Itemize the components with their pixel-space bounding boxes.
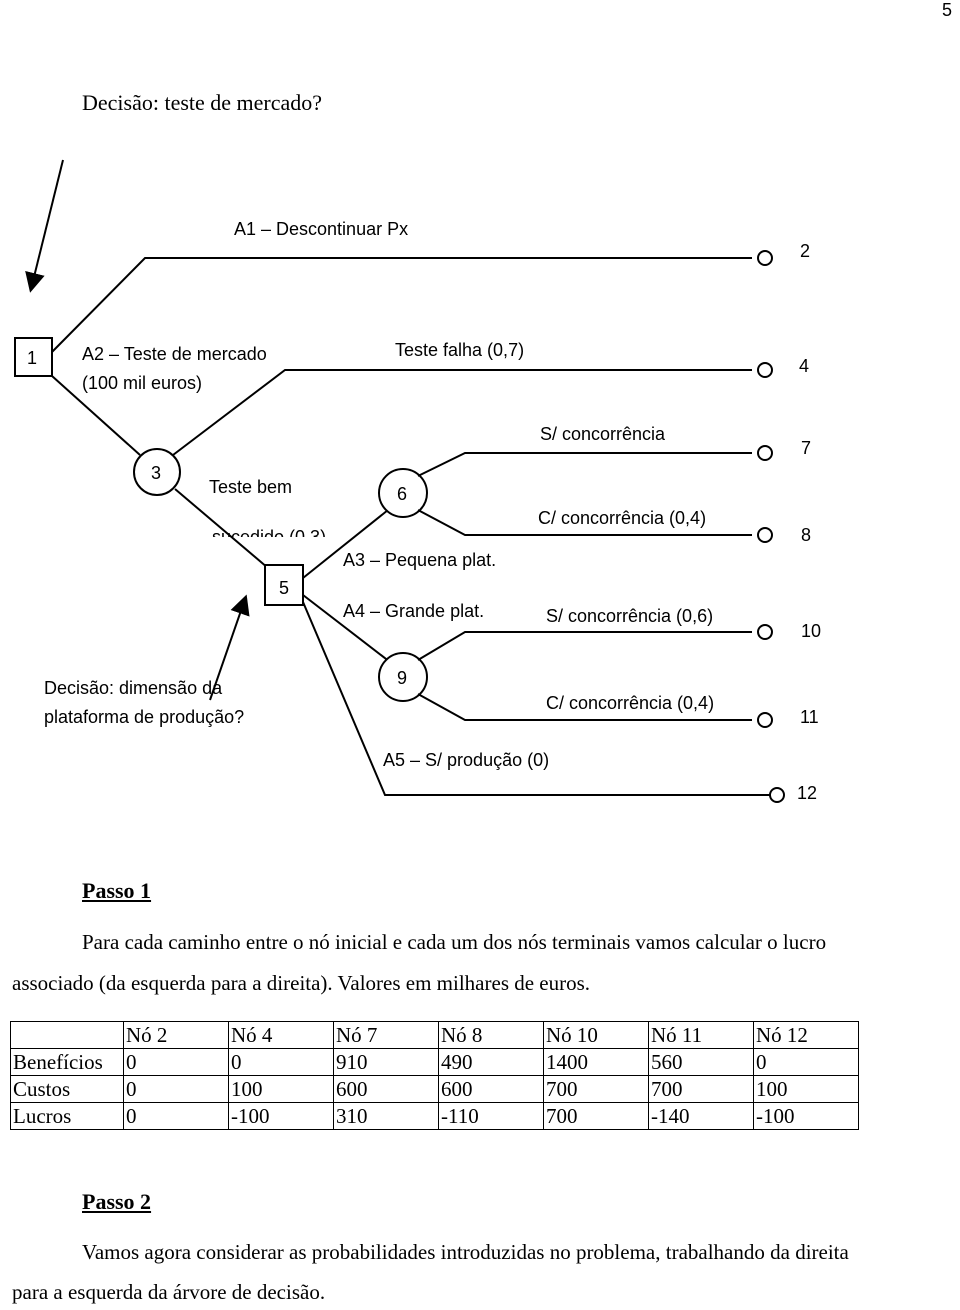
node-1-label: 1 <box>27 348 38 368</box>
a5-label: A5 – S/ produção (0) <box>383 750 550 770</box>
teste-falha-label: Teste falha (0,7) <box>395 340 525 360</box>
table-row <box>11 1076 859 1103</box>
table-row-label: Custos <box>11 1076 124 1103</box>
passo2-text-line2: para a esquerda da árvore de decisão. <box>12 1280 326 1304</box>
terminal-node-12 <box>770 788 784 802</box>
terminal-2-label: 2 <box>800 241 811 261</box>
table-cell: 100 <box>754 1076 859 1103</box>
table-row-label: Benefícios <box>11 1049 124 1076</box>
table-row-label: Lucros <box>11 1103 124 1130</box>
table-header-cell: Nó 8 <box>439 1022 544 1049</box>
table-cell: -100 <box>754 1103 859 1130</box>
table-cell: 700 <box>544 1103 649 1130</box>
node-5-label: 5 <box>279 578 290 598</box>
branch-6-s-concorrencia <box>418 453 752 476</box>
decision-dimension-line1: Decisão: dimensão da <box>44 678 223 698</box>
terminal-node-7 <box>758 446 772 460</box>
node-6-label: 6 <box>397 484 408 504</box>
teste-bem-label-line2: sucedido (0,3) <box>212 527 327 547</box>
table-cell: 1400 <box>544 1049 649 1076</box>
profit-table <box>10 1021 859 1130</box>
table-header-cell: Nó 11 <box>649 1022 754 1049</box>
table-cell: 0 <box>124 1103 229 1130</box>
table-cell: 310 <box>334 1103 439 1130</box>
terminal-node-2 <box>758 251 772 265</box>
a3-label: A3 – Pequena plat. <box>343 550 497 570</box>
table-cell: 100 <box>229 1076 334 1103</box>
passo2-heading: Passo 2 <box>82 1189 152 1214</box>
branch-a1 <box>52 258 752 352</box>
s-concorrencia-06-label: S/ concorrência (0,6) <box>546 606 714 626</box>
table-cell: 0 <box>124 1049 229 1076</box>
terminal-12-label: 12 <box>797 783 818 803</box>
table-cell: 700 <box>649 1076 754 1103</box>
teste-bem-label: Teste bem <box>209 477 293 497</box>
table-cell: 700 <box>544 1076 649 1103</box>
table-cell: 600 <box>439 1076 544 1103</box>
a2-label-line2: (100 mil euros) <box>82 373 203 393</box>
terminal-11-label: 11 <box>800 707 819 727</box>
node-3-label: 3 <box>151 463 162 483</box>
a2-label-line1: A2 – Teste de mercado <box>82 344 267 364</box>
branch-teste-falha <box>173 370 752 455</box>
table-cell: 490 <box>439 1049 544 1076</box>
terminal-10-label: 10 <box>801 621 822 641</box>
passo2-text-line1: Vamos agora considerar as probabilidades introduzidas no problema, trabalhando da direita <box>82 1240 849 1264</box>
page-number: 5 <box>941 0 952 20</box>
terminal-7-label: 7 <box>801 438 812 458</box>
decision-dimension-line2: plataforma de produção? <box>44 707 245 727</box>
node-9-label: 9 <box>397 668 408 688</box>
branch-9-s-concorrencia <box>418 632 752 660</box>
table-cell: 600 <box>334 1076 439 1103</box>
table-cell: 0 <box>124 1076 229 1103</box>
terminal-8-label: 8 <box>801 525 812 545</box>
decision-question-title: Decisão: teste de mercado? <box>82 90 323 115</box>
s-concorrencia-label: S/ concorrência <box>540 424 666 444</box>
terminal-node-10 <box>758 625 772 639</box>
terminal-node-4 <box>758 363 772 377</box>
table-header-cell <box>11 1022 124 1049</box>
table-header-cell: Nó 4 <box>229 1022 334 1049</box>
table-header-cell: Nó 12 <box>754 1022 859 1049</box>
table-cell: -100 <box>229 1103 334 1130</box>
a1-label: A1 – Descontinuar Px <box>234 219 409 239</box>
table-cell: 0 <box>754 1049 859 1076</box>
terminal-4-label: 4 <box>799 356 810 376</box>
table-cell: 0 <box>229 1049 334 1076</box>
table-header-row <box>11 1022 859 1049</box>
table-cell: 910 <box>334 1049 439 1076</box>
c-concorrencia-label-a: C/ concorrência (0,4) <box>538 508 707 528</box>
table-cell: -110 <box>439 1103 544 1130</box>
decision-arrow-top <box>32 160 63 285</box>
table-header-cell: Nó 2 <box>124 1022 229 1049</box>
terminal-node-8 <box>758 528 772 542</box>
passo1-text-line1: Para cada caminho entre o nó inicial e cada um dos nós terminais vamos calcular o lucro <box>82 930 827 954</box>
teste-bem-line2-clip <box>212 527 326 547</box>
table-cell: -140 <box>649 1103 754 1130</box>
terminal-node-11 <box>758 713 772 727</box>
c-concorrencia-label-b: C/ concorrência (0,4) <box>546 693 715 713</box>
table-header-cell: Nó 7 <box>334 1022 439 1049</box>
table-header-cell: Nó 10 <box>544 1022 649 1049</box>
passo1-heading: Passo 1 <box>82 878 152 903</box>
table-row <box>11 1103 859 1130</box>
a4-label: A4 – Grande plat. <box>343 601 485 621</box>
table-cell: 560 <box>649 1049 754 1076</box>
table-row <box>11 1049 859 1076</box>
passo1-text-line2: associado (da esquerda para a direita). Valores em milhares de euros. <box>12 971 591 995</box>
